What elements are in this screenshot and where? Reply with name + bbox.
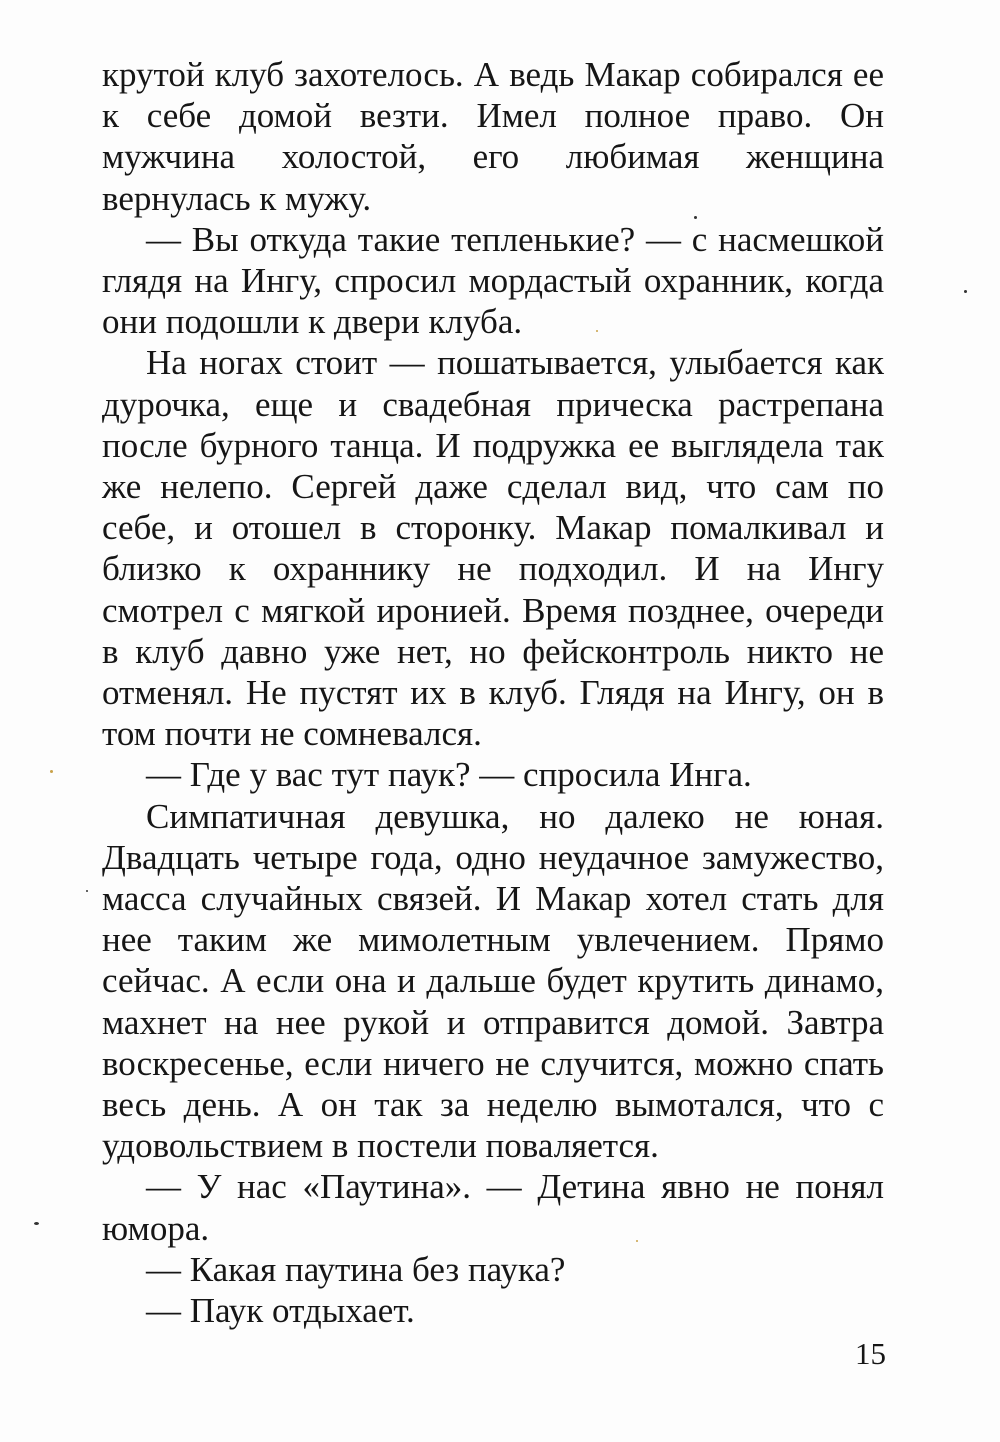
scan-speck: [636, 1240, 638, 1242]
paragraph: Симпатичная девушка, но далеко не юная. Двадцать четыре года, одно неудачное замужество, масса случайных связей. И Макар хотел стать для нее таким же мимолетным увлечением. Прямо сейчас. А если она и дальше будет крутить динамо, махнет на нее рукой и отправится домой. Завтра воскресенье, если ничего не случится, можно спать весь день. А он так за неделю вымотался, что с удовольствием в постели поваляется.: [102, 796, 884, 1166]
scan-speck: [694, 216, 697, 219]
scan-speck: [86, 890, 88, 892]
paragraph: — Вы откуда такие тепленькие? — с насмешкой глядя на Ингу, спросил мордастый охранник, когда они подошли к двери клуба.: [102, 219, 884, 342]
paragraph: На ногах стоит — пошатывается, улыбается как дурочка, еще и свадебная прическа растрепана после бурного танца. И подружка ее выглядела так же нелепо. Сергей даже сделал вид, что сам по себе, и отошел в сторонку. Макар помалкивал и близко к охраннику не подходил. И на Ингу смотрел с мягкой иронией. Время позднее, очереди в клуб давно уже нет, но фейсконтроль никто не отменял. Не пустят их в клуб. Глядя на Ингу, он в том почти не сомневался.: [102, 343, 884, 754]
paragraph: — Паук отдыхает.: [146, 1291, 415, 1331]
body-text: [102, 54, 884, 1331]
scan-speck: [596, 330, 598, 332]
paragraph: — Где у вас тут паук? — спросила Инга.: [146, 755, 752, 795]
scan-speck: [50, 770, 53, 773]
page-number: 15: [855, 1336, 886, 1371]
scan-speck: [34, 1222, 39, 1225]
paragraph: — Какая паутина без паука?: [146, 1249, 566, 1289]
paragraph: — У нас «Паутина». — Детина явно не понял юмора.: [102, 1167, 884, 1248]
paragraph: крутой клуб захотелось. А ведь Макар собирался ее к себе домой везти. Имел полное право. Он мужчина холостой, его любимая женщина вернулась к мужу.: [102, 55, 884, 218]
scan-speck: [964, 290, 967, 293]
